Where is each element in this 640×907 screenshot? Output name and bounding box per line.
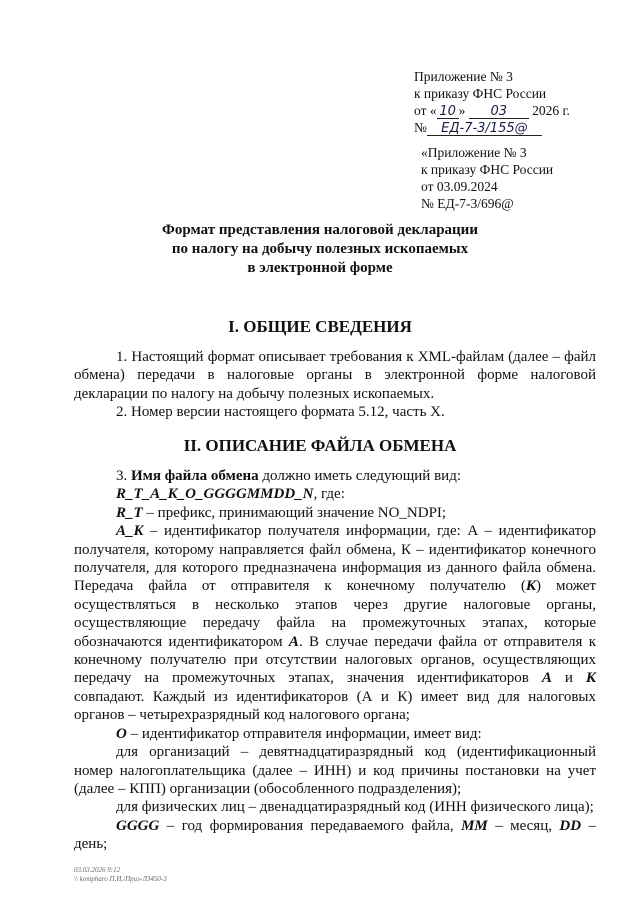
date-definition: GGGG – год формирования передаваемого файла, MM – месяц, DD – день; [74,817,597,853]
appendix-new-number: № ЕД-7-3/155@ [414,119,614,136]
o-definition: О – идентификатор отправителя информации, имеет вид: [116,725,482,742]
document-title [0,221,640,278]
filename-term: Имя файла обмена [131,468,259,484]
appendix-old-line4: № ЕД-7-3/696@ [421,196,514,211]
section1-paragraph2: 2. Номер версии настоящего формата 5.12, часть X. [116,404,445,421]
rt-definition: R_T – префикс, принимающий значение NO_NDPI; [116,504,447,521]
appendix-new [414,68,614,136]
footer-line2: \\ kompharo П.И./Приз-Л3450-3 [74,875,167,883]
title-line1: Формат представления налоговой декларации [162,222,478,238]
ak-definition: A_K – идентификатор получателя информации, где: А – идентификатор получателя, которому направляется файл обмена, К – идентификатор конечного получателя, для которого предназначена информация из данного файла обмена. Передача файла от отправителя к конечному получателю (К) может осуществляться в несколько этапов через другие налоговые органы, осуществляющие передачу файла на промежуточных этапах, которые обозначаются идентификатором А. В случае передачи файла от отправителя к конечному получателю при отсутствии налоговых органов, осуществляющих передачу на промежуточных этапах, значения идентификаторов А и К совпадают. Каждый из идентификаторов (А и К) имеет вид для налоговых органов – четырехразрядный код налогового органа; [74,523,596,724]
handwritten-month: 03 [469,105,529,119]
footer-stamp [74,866,167,884]
appendix-new-date: от « 10 » 03 2026 г. [414,103,570,119]
org-definition: для организаций – девятнадцатиразрядный код (идентификационный номер налогоплательщика (далее – ИНН) и код причины постановки на учет (далее – КПП) организации (обособленного подразделения); [74,744,596,797]
handwritten-day: 10 [437,105,459,119]
appendix-old [421,144,621,212]
appendix-old-line3: от 03.09.2024 [421,179,498,194]
section2-body [74,467,596,854]
appendix-new-line2: к приказу ФНС России [414,86,547,101]
section1-heading: I. ОБЩИЕ СВЕДЕНИЯ [228,317,412,336]
filename-pattern: R_T_A_K_O_GGGGMMDD_N, где: [116,486,345,503]
handwritten-order-number: ЕД-7-3/155@ [427,122,542,136]
title-line3: в электронной форме [247,260,393,276]
footer-line1: 03.03.2026 9:12 [74,866,121,874]
appendix-new-line1: Приложение № 3 [414,69,513,84]
paragraph3: 3. Имя файла обмена должно иметь следующий вид: [116,468,461,484]
title-line2: по налогу на добычу полезных ископаемых [171,241,469,257]
phys-definition: для физических лиц – двенадцатиразрядный код (ИНН физического лица); [116,799,594,816]
section1-paragraph1: 1. Настоящий формат описывает требования к XML-файлам (далее – файл обмена) передачи в налоговые органы в электронной форме налоговой декларации по налогу на добычу полезных ископаемых. [74,349,596,402]
section2-heading: II. ОПИСАНИЕ ФАЙЛА ОБМЕНА [183,436,457,455]
appendix-old-line2: к приказу ФНС России [421,162,554,177]
appendix-old-line1: «Приложение № 3 [421,145,527,160]
section1-body [74,348,596,422]
